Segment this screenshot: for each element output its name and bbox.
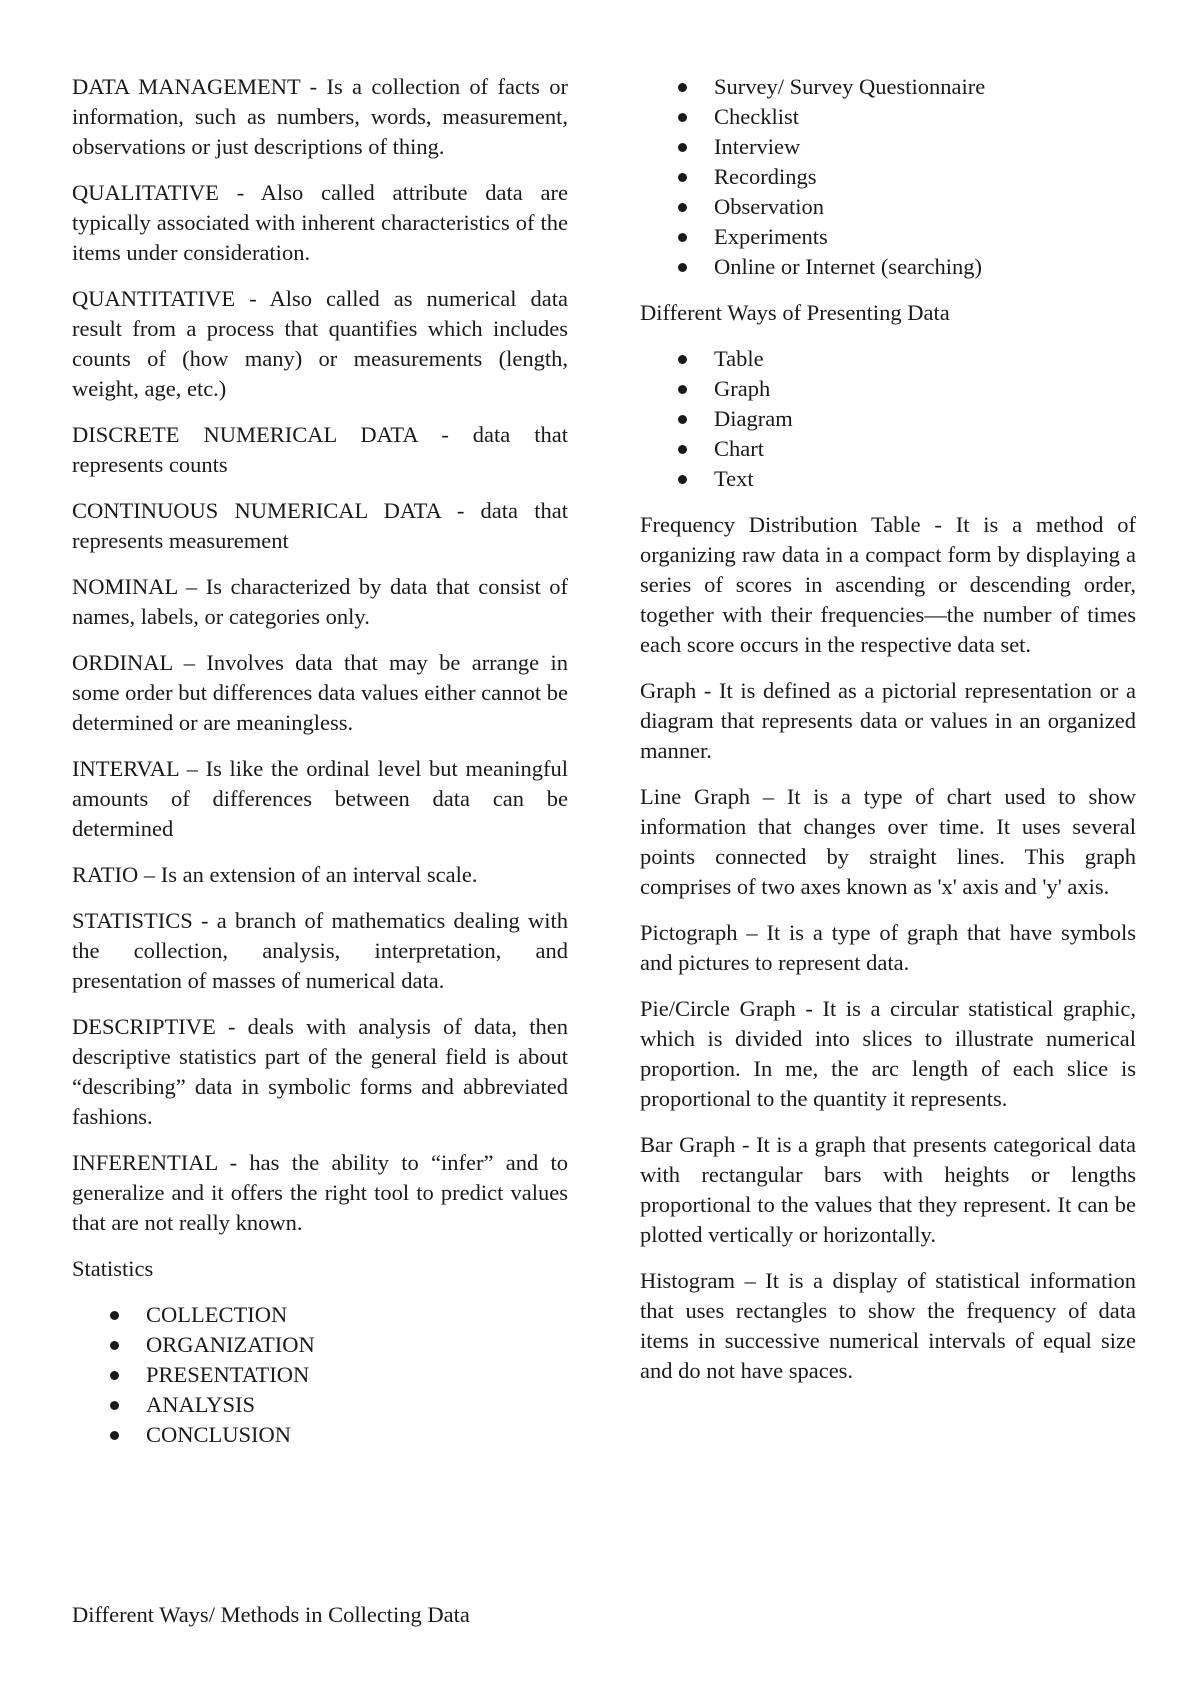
definition-interval: INTERVAL – Is like the ordinal level but meaningful amounts of differences between data can be determined [72,756,568,841]
list-item-label: Table [714,346,764,371]
list-item [72,1360,568,1390]
list-item [72,1390,568,1420]
list-item [640,192,1136,222]
list-item [72,1420,568,1450]
bullet-icon [678,203,687,212]
bullet-icon [678,445,687,454]
definition-data-management: DATA MANAGEMENT - Is a collection of facts or information, such as numbers, words, measurement, observations or just descriptions of thing. [72,74,568,159]
list-item-label: Survey/ Survey Questionnaire [714,74,986,99]
list-item [640,404,1136,434]
bullet-icon [678,385,687,394]
list-item [640,464,1136,494]
list-item-label: Interview [714,134,801,159]
definition-histogram: Histogram – It is a display of statistical information that uses rectangles to show the frequency of data items in successive numerical intervals of equal size and do not have spaces. [640,1268,1136,1383]
list-item [640,102,1136,132]
bullet-icon [678,415,687,424]
bullet-icon [678,143,687,152]
bullet-icon [678,233,687,242]
bullet-icon [110,1371,119,1380]
list-item [640,374,1136,404]
list-item [72,1300,568,1330]
list-item-label: CONCLUSION [146,1422,292,1447]
bullet-icon [110,1311,119,1320]
definition-discrete: DISCRETE NUMERICAL DATA - data that represents counts [72,422,568,477]
list-item-label: Recordings [714,164,817,189]
definition-graph: Graph - It is defined as a pictorial representation or a diagram that represents data or values in an organized manner. [640,678,1136,763]
right-column [640,72,1136,1402]
definition-descriptive: DESCRIPTIVE - deals with analysis of data, then descriptive statistics part of the general field is about “describing” data in symbolic forms and abbreviated fashions. [72,1014,568,1129]
collecting-data-heading: Different Ways/ Methods in Collecting Data [72,1602,470,1627]
list-item [640,344,1136,374]
bullet-icon [678,475,687,484]
list-item-label: Chart [714,436,764,461]
definition-qualitative: QUALITATIVE - Also called attribute data are typically associated with inherent characteristics of the items under consideration. [72,180,568,265]
statistics-list [72,1300,568,1450]
list-item [72,1330,568,1360]
collecting-methods-list [640,72,1136,282]
definition-pie-graph: Pie/Circle Graph - It is a circular statistical graphic, which is divided into slices to illustrate numerical proportion. In me, the arc length of each slice is proportional to the quantity it represents. [640,996,1136,1111]
list-item [640,222,1136,252]
definition-nominal: NOMINAL – Is characterized by data that consist of names, labels, or categories only. [72,574,568,629]
list-item-label: Checklist [714,104,799,129]
bullet-icon [678,173,687,182]
list-item [640,72,1136,102]
definition-frequency-table: Frequency Distribution Table - It is a method of organizing raw data in a compact form by displaying a series of scores in ascending or descending order, together with their frequencies—the number of times each score occurs in the respective data set. [640,512,1136,657]
definition-inferential: INFERENTIAL - has the ability to “infer” and to generalize and it offers the right tool to predict values that are not really known. [72,1150,568,1235]
bullet-icon [678,355,687,364]
bullet-icon [678,83,687,92]
list-item-label: Online or Internet (searching) [714,254,983,279]
definition-continuous: CONTINUOUS NUMERICAL DATA - data that represents measurement [72,498,568,553]
list-item [640,434,1136,464]
list-item-label: COLLECTION [146,1302,288,1327]
definition-ordinal: ORDINAL – Involves data that may be arrange in some order but differences data values either cannot be determined or are meaningless. [72,650,568,735]
list-item-label: Diagram [714,406,793,431]
list-item-label: Graph [714,376,771,401]
definition-quantitative: QUANTITATIVE - Also called as numerical data result from a process that quantifies which includes counts of (how many) or measurements (length, weight, age, etc.) [72,286,568,401]
list-item [640,252,1136,282]
definition-line-graph: Line Graph – It is a type of chart used to show information that changes over time. It uses several points connected by straight lines. This graph comprises of two axes known as 'x' axis and 'y' axis. [640,784,1136,899]
left-column [72,72,568,1466]
list-item-label: Experiments [714,224,828,249]
list-item-label: ANALYSIS [146,1392,256,1417]
presenting-data-heading: Different Ways of Presenting Data [640,300,950,325]
bullet-icon [110,1341,119,1350]
list-item-label: ORGANIZATION [146,1332,315,1357]
definition-statistics: STATISTICS - a branch of mathematics dealing with the collection, analysis, interpretation, and presentation of masses of numerical data. [72,908,568,993]
statistics-heading: Statistics [72,1256,154,1281]
definition-pictograph: Pictograph – It is a type of graph that have symbols and pictures to represent data. [640,920,1136,975]
presenting-methods-list [640,344,1136,494]
bullet-icon [678,263,687,272]
list-item-label: Observation [714,194,824,219]
definition-ratio: RATIO – Is an extension of an interval scale. [72,862,478,887]
list-item-label: PRESENTATION [146,1362,310,1387]
list-item [640,132,1136,162]
bullet-icon [678,113,687,122]
bullet-icon [110,1431,119,1440]
list-item-label: Text [714,466,754,491]
bullet-icon [110,1401,119,1410]
list-item [640,162,1136,192]
definition-bar-graph: Bar Graph - It is a graph that presents categorical data with rectangular bars with heights or lengths proportional to the values that they represent. It can be plotted vertically or horizontally. [640,1132,1136,1247]
